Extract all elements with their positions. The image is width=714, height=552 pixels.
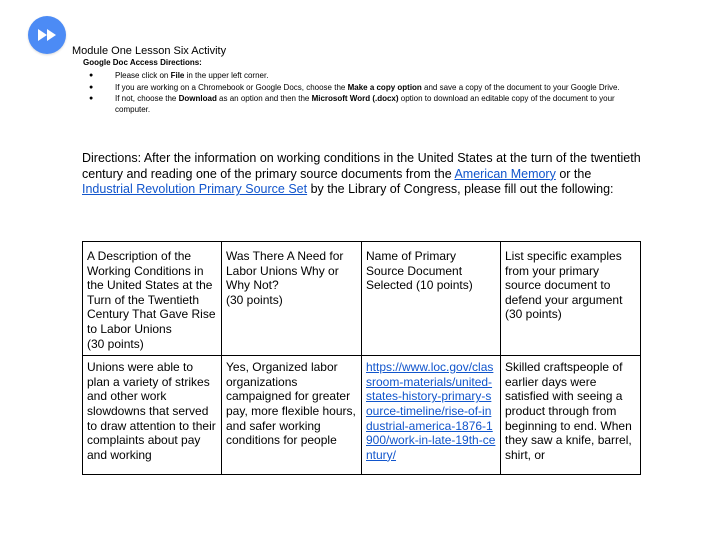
- fast-forward-icon: [37, 28, 57, 42]
- fast-forward-button[interactable]: [28, 16, 66, 54]
- header-cell-source: Name of Primary Source Document Selected (10 points): [362, 242, 501, 356]
- bullet-icon: ●: [89, 72, 94, 79]
- cell-description[interactable]: Unions were able to plan a variety of strikes and other work slowdowns that served to draw attention to their complaints about pay and working: [83, 356, 222, 475]
- industrial-revolution-link[interactable]: Industrial Revolution Primary Source Set: [82, 182, 308, 197]
- activity-table: [82, 241, 641, 475]
- cell-need[interactable]: Yes, Organized labor organizations campaigned for greater pay, more flexible hours, and safer working conditions for people: [222, 356, 362, 475]
- table-row: [83, 356, 641, 475]
- american-memory-link[interactable]: American Memory: [454, 166, 556, 181]
- list-item: ● If you are working on a Chromebook or Google Docs, choose the Make a copy option and save a copy of the document to your Google Drive.: [89, 82, 620, 92]
- cell-source[interactable]: [362, 356, 501, 475]
- bullet-icon: ●: [89, 95, 94, 102]
- table-header-row: [83, 242, 641, 356]
- access-directions-list: [83, 71, 643, 116]
- source-url-link[interactable]: https://www.loc.gov/classroom-materials/united-states-history-primary-source-timeline/rise-of-industrial-america-1876-1900/work-in-late-19th-century/: [366, 360, 496, 462]
- header-cell-examples: List specific examples from your primary source document to defend your argument (30 points): [501, 242, 641, 356]
- module-title: Module One Lesson Six Activity: [72, 45, 227, 57]
- access-directions-heading: Google Doc Access Directions:: [83, 58, 202, 67]
- header-cell-need: Was There A Need for Labor Unions Why or Why Not? (30 points): [222, 242, 362, 356]
- header-cell-description: A Description of the Working Conditions in the United States at the Turn of the Twentieth Century That Gave Rise to Labor Unions (30 points): [83, 242, 222, 356]
- cell-examples[interactable]: Skilled craftspeople of earlier days were satisfied with seeing a product through from beginning to end. When they saw a knife, barrel, shirt, or: [501, 356, 641, 475]
- bullet-icon: ●: [89, 83, 94, 91]
- list-item: ● Please click on File in the upper left corner.: [89, 71, 269, 80]
- directions-paragraph: Directions: After the information on working conditions in the United States at the turn of the twentieth century and reading one of the primary source documents from the American Memory or the Industrial Revolution Primary Source Set by the Library of Congress, please fill out the following:: [82, 151, 641, 197]
- list-item: ● If not, choose the Download as an option and then the Microsoft Word (.docx) option to download an editable copy of the document to your computer.: [89, 94, 615, 114]
